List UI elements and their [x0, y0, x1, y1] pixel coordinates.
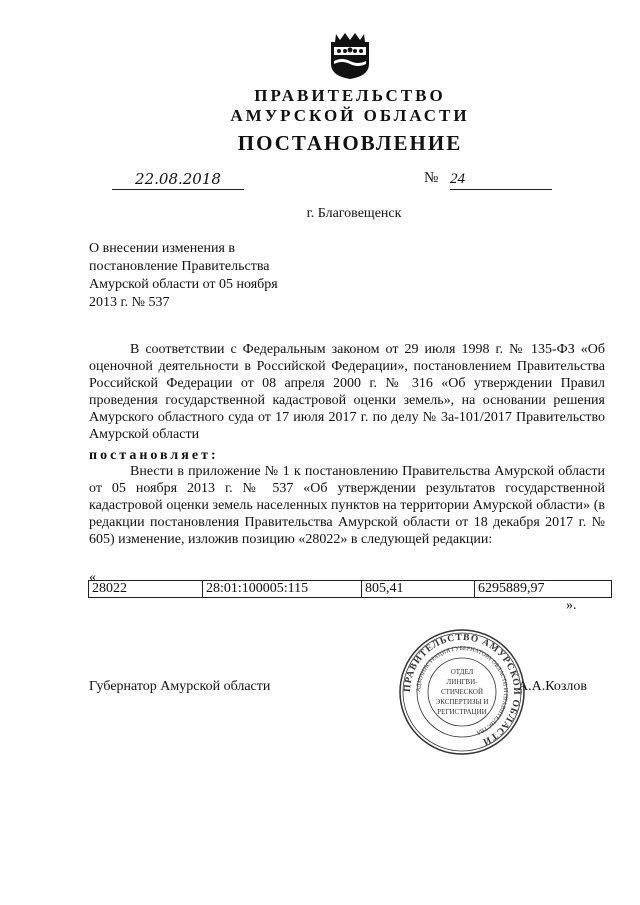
document-subject: О внесении изменения в постановление Правительства Амурской области от 05 ноября 2013 г. № 537 [89, 241, 278, 310]
amendment-table [88, 580, 612, 598]
table-cell-value: 6295889,97 [475, 581, 612, 598]
table-cell-code: 28022 [89, 581, 203, 598]
signatory-name: А.А.Козлов [518, 679, 587, 694]
region-title: АМУРСКОЙ ОБЛАСТИ [230, 106, 470, 125]
stamp-center-line: ЛИНГВИ- [446, 678, 478, 686]
city: г. Благовещенск [306, 206, 402, 221]
table-row [89, 581, 612, 598]
stamp-outer-text: ПРАВИТЕЛЬСТВО АМУРСКОЙ ОБЛАСТИ [402, 632, 522, 747]
official-stamp-icon [396, 628, 528, 756]
table-cell-cadastral-number: 28:01:100005:115 [203, 581, 362, 598]
table-cell-area: 805,41 [362, 581, 475, 598]
stamp-center-line: СТИЧЕСКОЙ [440, 688, 484, 696]
quote-close: ». [566, 598, 577, 613]
body-paragraph: Внести в приложение № 1 к постановлению Правительства Амурской области от 05 ноября 2013 г. № 537 «Об утверждении результатов государственной кадастровой оценки земель населенных пунктов на территории Амурской области» (в редакции постановления Правительства Амурской области от 18 декабря 2017 г. № 605) изменение, изложив позицию «28022» в следующей редакции: [89, 464, 605, 547]
government-title: ПРАВИТЕЛЬСТВО [254, 86, 446, 105]
stamp-inner-text: АДМИНИСТРАЦИЯ ГУБЕРНАТОРА ОБЛАСТИ И ПРАВИТЕЛЬСТВА [415, 645, 509, 736]
quote-open: « [89, 570, 96, 585]
coat-of-arms-icon [327, 30, 373, 80]
stamp-center-line: РЕГИСТРАЦИИ [437, 708, 487, 716]
document-type: ПОСТАНОВЛЕНИЕ [237, 131, 463, 155]
stamp-center-line: ЭКСПЕРТИЗЫ И [435, 698, 489, 706]
signatory-position: Губернатор Амурской области [89, 679, 271, 694]
document-date: 22.08.2018 [112, 169, 244, 190]
stamp-center-line: ОТДЕЛ [450, 668, 474, 676]
number-label: № [424, 170, 439, 186]
decree-word: постановляет: [89, 448, 219, 463]
document-number: 24 [450, 169, 552, 190]
preamble-paragraph: В соответствии с Федеральным законом от 29 июля 1998 г. № 135-ФЗ «Об оценочной деятельности в Российской Федерации», постановлением Правительства Российской Федерации от 08 апреля 2000 г. № 316 «Об утверждении Правил проведения государственной кадастровой оценки земель», на основании решения Амурского областного суда от 17 июля 2017 г. по делу № 3а-101/2017 Правительство Амурской области [89, 342, 605, 442]
